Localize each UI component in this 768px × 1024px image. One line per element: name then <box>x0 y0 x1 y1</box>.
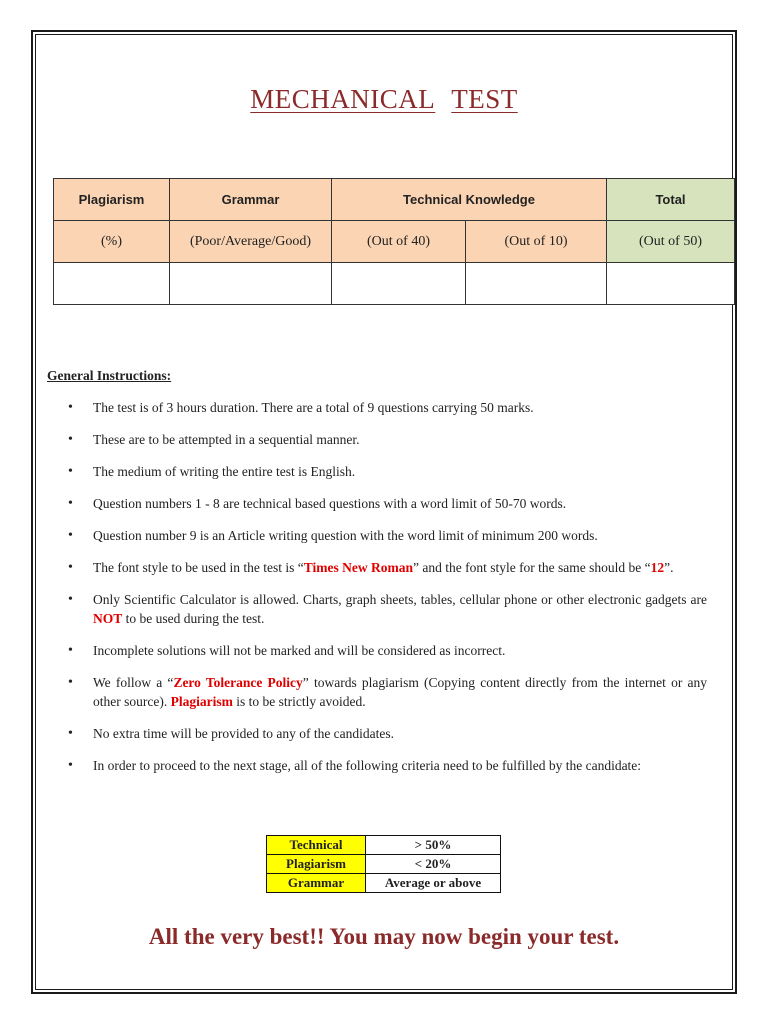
list-item: • Question numbers 1 - 8 are technical based questions with a word limit of 50-70 words. <box>47 494 707 513</box>
score-cell-technical-10[interactable] <box>466 263 607 305</box>
list-item-font: • The font style to be used in the test is “Times New Roman” and the font style for the same should be “12”. <box>47 558 707 577</box>
score-cell-total[interactable] <box>607 263 735 305</box>
header-technical-knowledge: Technical Knowledge <box>332 179 607 221</box>
list-item: • The test is of 3 hours duration. There are a total of 9 questions carrying 50 marks. <box>47 398 707 417</box>
list-item-zero-tolerance: • We follow a “Zero Tolerance Policy” towards plagiarism (Copying content directly from the internet or any other source). Plagiarism is to be strictly avoided. <box>47 673 707 711</box>
list-item-calculator: • Only Scientific Calculator is allowed. Charts, graph sheets, tables, cellular phone or other electronic gadgets are NOT to be used during the test. <box>47 590 707 628</box>
subheader-percent: (%) <box>54 221 170 263</box>
title-word-1: MECHANICAL <box>250 84 436 114</box>
plagiarism-emphasis: Plagiarism <box>170 694 233 709</box>
zero-tolerance-emphasis: Zero Tolerance Policy <box>173 675 303 690</box>
header-total: Total <box>607 179 735 221</box>
criteria-value: Average or above <box>366 874 501 893</box>
title-word-2: TEST <box>451 84 518 114</box>
criteria-value: < 20% <box>366 855 501 874</box>
score-cell-plagiarism[interactable] <box>54 263 170 305</box>
subheader-out-of-50: (Out of 50) <box>607 221 735 263</box>
page-title <box>0 84 768 115</box>
instructions-list <box>47 398 707 788</box>
list-item: • No extra time will be provided to any of the candidates. <box>47 724 707 743</box>
closing-message: All the very best!! You may now begin your test. <box>148 924 620 949</box>
score-cell-technical-40[interactable] <box>332 263 466 305</box>
font-name-emphasis: Times New Roman <box>303 560 413 575</box>
not-emphasis: NOT <box>93 611 123 626</box>
subheader-out-of-10: (Out of 10) <box>466 221 607 263</box>
header-plagiarism: Plagiarism <box>54 179 170 221</box>
subheader-out-of-40: (Out of 40) <box>332 221 466 263</box>
criteria-label: Grammar <box>267 874 366 893</box>
criteria-value: > 50% <box>366 836 501 855</box>
header-grammar: Grammar <box>170 179 332 221</box>
score-cell-grammar[interactable] <box>170 263 332 305</box>
criteria-table <box>266 835 501 893</box>
instructions-heading: General Instructions: <box>47 368 172 383</box>
list-item: • Question number 9 is an Article writing question with the word limit of minimum 200 words. <box>47 526 707 545</box>
list-item: • The medium of writing the entire test is English. <box>47 462 707 481</box>
criteria-label: Technical <box>267 836 366 855</box>
criteria-label: Plagiarism <box>267 855 366 874</box>
subheader-grammar-scale: (Poor/Average/Good) <box>170 221 332 263</box>
list-item: • Incomplete solutions will not be marked and will be considered as incorrect. <box>47 641 707 660</box>
list-item: • These are to be attempted in a sequential manner. <box>47 430 707 449</box>
list-item: • In order to proceed to the next stage, all of the following criteria need to be fulfilled by the candidate: <box>47 756 707 775</box>
font-size-emphasis: 12 <box>650 560 665 575</box>
score-table <box>53 178 735 305</box>
